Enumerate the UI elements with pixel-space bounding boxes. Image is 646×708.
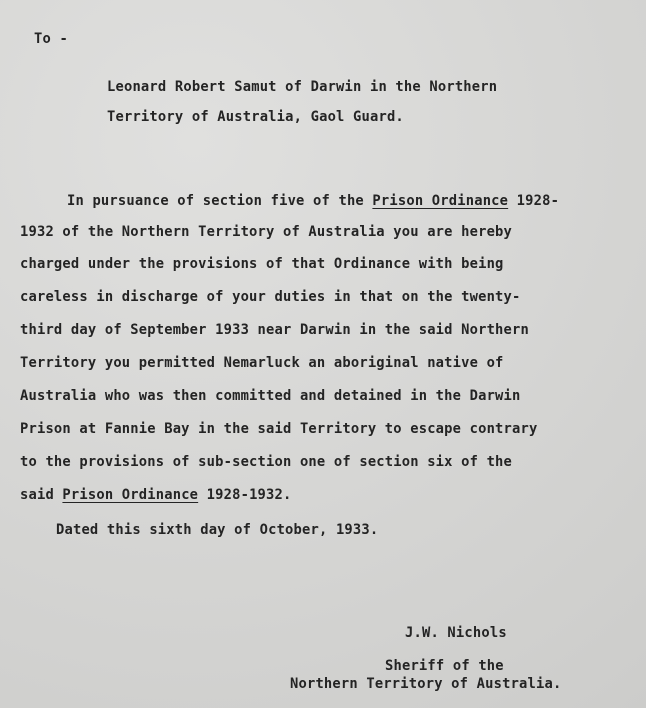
signatory-title-line-2: Northern Territory of Australia.	[290, 676, 562, 692]
body-line-10-post: 1928-1932.	[198, 487, 292, 503]
body-line-1-post: 1928-	[508, 193, 560, 209]
body-line-8: Prison at Fannie Bay in the said Territory to escape contrary	[20, 421, 538, 437]
signatory-name: J.W. Nichols	[405, 625, 507, 641]
body-line-5: third day of September 1933 near Darwin in the said Northern	[20, 322, 530, 338]
body-line-4: careless in discharge of your duties in that on the twenty-	[20, 289, 521, 305]
body-line-7: Australia who was then committed and detained in the Darwin	[20, 388, 521, 404]
body-line-10-pre: said	[20, 487, 63, 503]
signatory-title-line-1: Sheriff of the	[385, 658, 504, 674]
to-label: To -	[34, 31, 68, 47]
prison-ordinance-ref-1: Prison Ordinance	[372, 193, 509, 209]
recipient-line-2: Territory of Australia, Gaol Guard.	[107, 109, 404, 125]
body-line-10	[20, 486, 291, 504]
body-line-2: 1932 of the Northern Territory of Australia you are hereby	[20, 224, 513, 240]
prison-ordinance-ref-2: Prison Ordinance	[62, 487, 199, 503]
body-line-6: Territory you permitted Nemarluck an aboriginal native of	[20, 355, 504, 371]
body-line-9: to the provisions of sub-section one of section six of the	[20, 454, 513, 470]
body-line-1	[67, 192, 559, 210]
body-line-1-pre: In pursuance of section five of the	[67, 193, 373, 209]
body-line-3: charged under the provisions of that Ordinance with being	[20, 256, 504, 272]
recipient-line-1: Leonard Robert Samut of Darwin in the Northern	[107, 79, 498, 95]
dated-line: Dated this sixth day of October, 1933.	[56, 522, 379, 538]
